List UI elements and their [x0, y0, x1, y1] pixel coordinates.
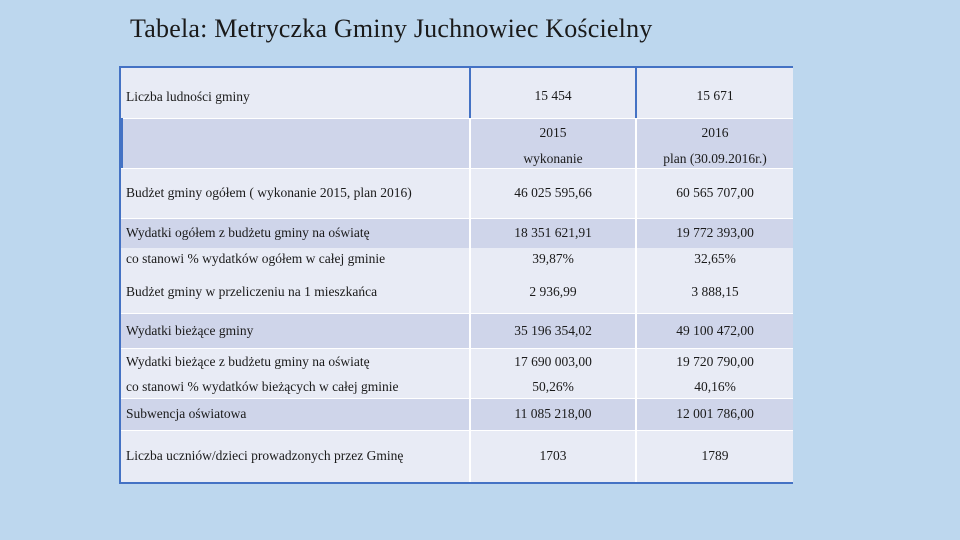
table-row [121, 398, 793, 430]
row-value-2015: 50,26% [532, 379, 574, 394]
row-label: Wydatki bieżące gminy [126, 322, 254, 338]
row-value-2016: 40,16% [694, 379, 736, 394]
row-label: co stanowi % wydatków ogółem w całej gminie [126, 251, 386, 266]
header-year-2016: 2016 [701, 125, 729, 140]
row-value-2015: 1703 [539, 448, 567, 463]
row-value-2015: 35 196 354,02 [514, 322, 592, 338]
table-row [121, 376, 793, 398]
page-title: Tabela: Metryczka Gminy Juchnowiec Kościelny [130, 14, 653, 43]
row-value-2016: 1789 [701, 448, 729, 463]
table-row [121, 313, 793, 348]
row-label: Subwencja oświatowa [126, 406, 247, 421]
header-empty-cell [121, 118, 469, 168]
row-value-2015: 2 936,99 [529, 283, 577, 299]
column-divider [635, 118, 637, 482]
row-divider [121, 118, 793, 119]
table-row [121, 270, 793, 313]
row-value-2015: 11 085 218,00 [514, 406, 592, 421]
row-label: Liczba uczniów/dzieci prowadzonych przez Gminę [126, 448, 404, 463]
population-label: Liczba ludności gminy [126, 89, 250, 104]
row-divider [121, 168, 793, 169]
column-divider [469, 68, 471, 118]
population-2015: 15 454 [534, 88, 572, 103]
row-divider [121, 218, 793, 219]
row-value-2016: 49 100 472,00 [676, 322, 754, 338]
column-divider [121, 118, 123, 168]
table-row [121, 348, 793, 376]
row-value-2016: 19 720 790,00 [676, 354, 754, 369]
row-value-2016: 12 001 786,00 [676, 406, 754, 421]
row-label: Wydatki ogółem z budżetu gminy na oświatę [126, 225, 370, 240]
row-label: Budżet gminy ogółem ( wykonanie 2015, plan 2016) [126, 185, 412, 200]
column-divider [469, 118, 471, 482]
row-value-2015: 17 690 003,00 [514, 354, 592, 369]
header-year-2015: 2015 [539, 125, 567, 140]
row-divider [121, 348, 793, 349]
row-value-2016: 3 888,15 [691, 283, 739, 299]
row-value-2016: 19 772 393,00 [676, 225, 754, 240]
header-2015-cell [471, 118, 635, 168]
population-2016: 15 671 [696, 88, 734, 103]
header-2016-cell [637, 118, 793, 168]
table-row-population [121, 68, 793, 118]
header-sub-2015: wykonanie [523, 151, 583, 166]
column-divider [635, 68, 637, 118]
row-value-2016: 60 565 707,00 [676, 185, 754, 200]
row-label: co stanowi % wydatków bieżących w całej gminie [126, 379, 399, 394]
row-divider [121, 430, 793, 431]
metrics-table [119, 66, 793, 484]
row-label: Budżet gminy w przeliczeniu na 1 mieszkańca [126, 283, 378, 299]
row-value-2016: 32,65% [694, 251, 736, 266]
row-value-2015: 39,87% [532, 251, 574, 266]
row-divider [121, 313, 793, 314]
table-row [121, 218, 793, 248]
table-row [121, 430, 793, 482]
row-divider [121, 398, 793, 399]
row-label: Wydatki bieżące z budżetu gminy na oświatę [126, 354, 370, 369]
table-row [121, 248, 793, 270]
table-row [121, 168, 793, 218]
row-value-2015: 46 025 595,66 [514, 185, 592, 200]
header-sub-2016: plan (30.09.2016r.) [663, 151, 767, 166]
table-header-row [121, 118, 793, 168]
row-value-2015: 18 351 621,91 [514, 225, 592, 240]
